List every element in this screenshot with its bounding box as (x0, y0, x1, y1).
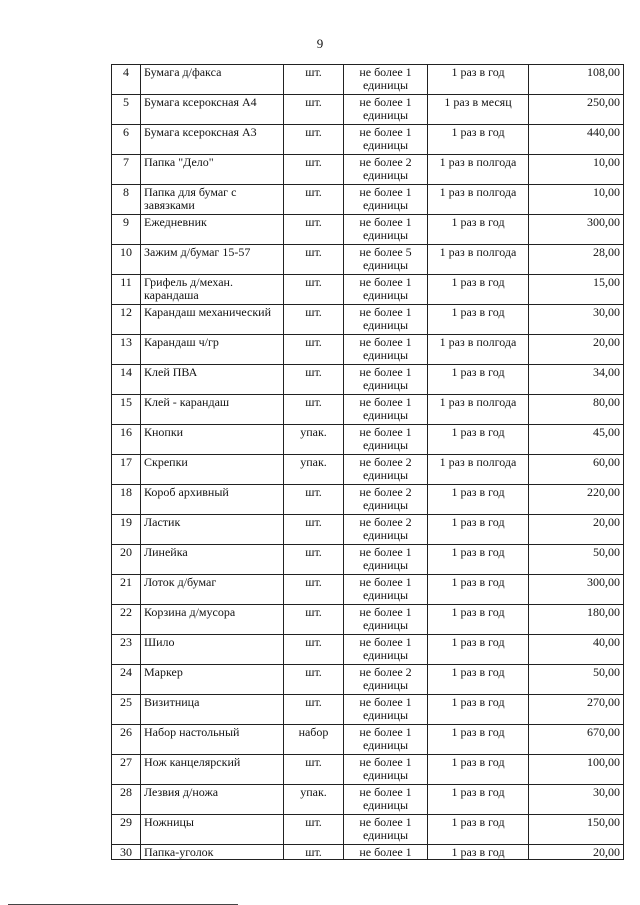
unit-of-measure: шт. (284, 635, 344, 665)
quantity-norm: не более 5 единицы (344, 245, 428, 275)
quantity-norm: не более 1 единицы (344, 725, 428, 755)
replacement-frequency: 1 раз в полгода (428, 455, 529, 485)
row-number: 11 (112, 275, 141, 305)
table-row (112, 455, 624, 485)
replacement-frequency: 1 раз в год (428, 845, 529, 860)
unit-of-measure: шт. (284, 395, 344, 425)
unit-of-measure: шт. (284, 515, 344, 545)
table-row (112, 65, 624, 95)
quantity-norm: не более 1 единицы (344, 755, 428, 785)
item-name: Лезвия д/ножа (141, 785, 284, 815)
row-number: 7 (112, 155, 141, 185)
table-row (112, 185, 624, 215)
table-row (112, 695, 624, 725)
replacement-frequency: 1 раз в год (428, 785, 529, 815)
quantity-norm: не более 1 единицы (344, 185, 428, 215)
replacement-frequency: 1 раз в полгода (428, 335, 529, 365)
unit-price: 300,00 (529, 575, 624, 605)
unit-price: 30,00 (529, 305, 624, 335)
quantity-norm: не более 1 единицы (344, 785, 428, 815)
replacement-frequency: 1 раз в год (428, 605, 529, 635)
unit-price: 28,00 (529, 245, 624, 275)
unit-of-measure: шт. (284, 305, 344, 335)
unit-price: 15,00 (529, 275, 624, 305)
unit-of-measure: набор (284, 725, 344, 755)
unit-of-measure: шт. (284, 245, 344, 275)
quantity-norm: не более 1 единицы (344, 425, 428, 455)
row-number: 22 (112, 605, 141, 635)
unit-price: 108,00 (529, 65, 624, 95)
item-name: Папка для бумаг с завязками (141, 185, 284, 215)
table-row (112, 845, 624, 860)
item-name: Карандаш ч/гр (141, 335, 284, 365)
table-row (112, 95, 624, 125)
unit-of-measure: шт. (284, 185, 344, 215)
unit-of-measure: шт. (284, 275, 344, 305)
item-name: Грифель д/механ. карандаша (141, 275, 284, 305)
row-number: 24 (112, 665, 141, 695)
unit-of-measure: шт. (284, 815, 344, 845)
unit-of-measure: шт. (284, 65, 344, 95)
unit-of-measure: шт. (284, 335, 344, 365)
table-row (112, 275, 624, 305)
unit-price: 20,00 (529, 335, 624, 365)
quantity-norm: не более 1 единицы (344, 275, 428, 305)
replacement-frequency: 1 раз в год (428, 305, 529, 335)
replacement-frequency: 1 раз в год (428, 635, 529, 665)
row-number: 8 (112, 185, 141, 215)
replacement-frequency: 1 раз в год (428, 125, 529, 155)
item-name: Зажим д/бумаг 15-57 (141, 245, 284, 275)
unit-price: 10,00 (529, 185, 624, 215)
unit-price: 440,00 (529, 125, 624, 155)
quantity-norm: не более 1 единицы (344, 215, 428, 245)
unit-price: 10,00 (529, 155, 624, 185)
replacement-frequency: 1 раз в год (428, 575, 529, 605)
unit-of-measure: шт. (284, 215, 344, 245)
table-row (112, 725, 624, 755)
replacement-frequency: 1 раз в год (428, 365, 529, 395)
unit-of-measure: шт. (284, 485, 344, 515)
item-name: Кнопки (141, 425, 284, 455)
row-number: 9 (112, 215, 141, 245)
quantity-norm: не более 1 единицы (344, 395, 428, 425)
item-name: Визитница (141, 695, 284, 725)
item-name: Корзина д/мусора (141, 605, 284, 635)
table-row (112, 425, 624, 455)
replacement-frequency: 1 раз в год (428, 755, 529, 785)
replacement-frequency: 1 раз в полгода (428, 155, 529, 185)
unit-price: 60,00 (529, 455, 624, 485)
replacement-frequency: 1 раз в год (428, 695, 529, 725)
unit-price: 250,00 (529, 95, 624, 125)
quantity-norm: не более 1 (344, 845, 428, 860)
item-name: Папка-уголок (141, 845, 284, 860)
quantity-norm: не более 2 единицы (344, 155, 428, 185)
row-number: 20 (112, 545, 141, 575)
quantity-norm: не более 2 единицы (344, 485, 428, 515)
row-number: 28 (112, 785, 141, 815)
table-row (112, 515, 624, 545)
unit-of-measure: шт. (284, 605, 344, 635)
row-number: 5 (112, 95, 141, 125)
unit-of-measure: шт. (284, 755, 344, 785)
unit-price: 300,00 (529, 215, 624, 245)
quantity-norm: не более 1 единицы (344, 335, 428, 365)
table-row (112, 815, 624, 845)
replacement-frequency: 1 раз в год (428, 665, 529, 695)
item-name: Папка "Дело" (141, 155, 284, 185)
table-row (112, 365, 624, 395)
item-name: Бумага ксероксная А4 (141, 95, 284, 125)
row-number: 27 (112, 755, 141, 785)
row-number: 25 (112, 695, 141, 725)
table-row (112, 755, 624, 785)
replacement-frequency: 1 раз в полгода (428, 245, 529, 275)
replacement-frequency: 1 раз в год (428, 515, 529, 545)
item-name: Набор настольный (141, 725, 284, 755)
item-name: Скрепки (141, 455, 284, 485)
row-number: 26 (112, 725, 141, 755)
table-row (112, 215, 624, 245)
row-number: 10 (112, 245, 141, 275)
quantity-norm: не более 1 единицы (344, 305, 428, 335)
unit-price: 20,00 (529, 845, 624, 860)
row-number: 12 (112, 305, 141, 335)
quantity-norm: не более 1 единицы (344, 125, 428, 155)
unit-of-measure: шт. (284, 665, 344, 695)
unit-of-measure: упак. (284, 785, 344, 815)
replacement-frequency: 1 раз в год (428, 545, 529, 575)
row-number: 15 (112, 395, 141, 425)
table-row (112, 635, 624, 665)
unit-of-measure: упак. (284, 455, 344, 485)
row-number: 23 (112, 635, 141, 665)
unit-price: 220,00 (529, 485, 624, 515)
quantity-norm: не более 1 единицы (344, 365, 428, 395)
unit-price: 50,00 (529, 545, 624, 575)
replacement-frequency: 1 раз в месяц (428, 95, 529, 125)
item-name: Линейка (141, 545, 284, 575)
table-row (112, 575, 624, 605)
row-number: 21 (112, 575, 141, 605)
row-number: 4 (112, 65, 141, 95)
item-name: Ножницы (141, 815, 284, 845)
quantity-norm: не более 1 единицы (344, 575, 428, 605)
unit-of-measure: шт. (284, 575, 344, 605)
quantity-norm: не более 1 единицы (344, 815, 428, 845)
item-name: Маркер (141, 665, 284, 695)
table-row (112, 485, 624, 515)
item-name: Бумага ксероксная А3 (141, 125, 284, 155)
item-name: Лоток д/бумаг (141, 575, 284, 605)
unit-of-measure: шт. (284, 155, 344, 185)
table-row (112, 395, 624, 425)
table-row (112, 335, 624, 365)
replacement-frequency: 1 раз в год (428, 275, 529, 305)
quantity-norm: не более 1 единицы (344, 695, 428, 725)
table-row (112, 545, 624, 575)
row-number: 30 (112, 845, 141, 860)
unit-price: 670,00 (529, 725, 624, 755)
row-number: 16 (112, 425, 141, 455)
table-row (112, 665, 624, 695)
supplies-table (111, 64, 624, 860)
table-row (112, 785, 624, 815)
quantity-norm: не более 2 единицы (344, 515, 428, 545)
item-name: Нож канцелярский (141, 755, 284, 785)
table-row (112, 155, 624, 185)
replacement-frequency: 1 раз в год (428, 485, 529, 515)
unit-of-measure: шт. (284, 365, 344, 395)
item-name: Ежедневник (141, 215, 284, 245)
replacement-frequency: 1 раз в год (428, 65, 529, 95)
item-name: Бумага д/факса (141, 65, 284, 95)
table-body (112, 65, 624, 860)
unit-price: 80,00 (529, 395, 624, 425)
row-number: 29 (112, 815, 141, 845)
replacement-frequency: 1 раз в год (428, 725, 529, 755)
unit-price: 40,00 (529, 635, 624, 665)
unit-price: 50,00 (529, 665, 624, 695)
quantity-norm: не более 1 единицы (344, 635, 428, 665)
table-row (112, 305, 624, 335)
replacement-frequency: 1 раз в год (428, 815, 529, 845)
unit-price: 180,00 (529, 605, 624, 635)
unit-of-measure: шт. (284, 545, 344, 575)
replacement-frequency: 1 раз в полгода (428, 395, 529, 425)
unit-price: 20,00 (529, 515, 624, 545)
unit-price: 34,00 (529, 365, 624, 395)
quantity-norm: не более 1 единицы (344, 65, 428, 95)
item-name: Шило (141, 635, 284, 665)
table-row (112, 125, 624, 155)
replacement-frequency: 1 раз в год (428, 215, 529, 245)
unit-of-measure: шт. (284, 845, 344, 860)
unit-price: 270,00 (529, 695, 624, 725)
quantity-norm: не более 1 единицы (344, 605, 428, 635)
row-number: 13 (112, 335, 141, 365)
table-row (112, 605, 624, 635)
unit-price: 30,00 (529, 785, 624, 815)
row-number: 14 (112, 365, 141, 395)
unit-of-measure: шт. (284, 695, 344, 725)
unit-price: 100,00 (529, 755, 624, 785)
unit-price: 45,00 (529, 425, 624, 455)
quantity-norm: не более 2 единицы (344, 455, 428, 485)
table-row (112, 245, 624, 275)
item-name: Клей ПВА (141, 365, 284, 395)
unit-price: 150,00 (529, 815, 624, 845)
item-name: Клей - карандаш (141, 395, 284, 425)
unit-of-measure: упак. (284, 425, 344, 455)
replacement-frequency: 1 раз в полгода (428, 185, 529, 215)
item-name: Ластик (141, 515, 284, 545)
row-number: 17 (112, 455, 141, 485)
replacement-frequency: 1 раз в год (428, 425, 529, 455)
quantity-norm: не более 1 единицы (344, 545, 428, 575)
item-name: Карандаш механический (141, 305, 284, 335)
unit-of-measure: шт. (284, 95, 344, 125)
quantity-norm: не более 2 единицы (344, 665, 428, 695)
item-name: Короб архивный (141, 485, 284, 515)
quantity-norm: не более 1 единицы (344, 95, 428, 125)
row-number: 6 (112, 125, 141, 155)
unit-of-measure: шт. (284, 125, 344, 155)
page-number: 9 (316, 36, 324, 51)
row-number: 19 (112, 515, 141, 545)
row-number: 18 (112, 485, 141, 515)
